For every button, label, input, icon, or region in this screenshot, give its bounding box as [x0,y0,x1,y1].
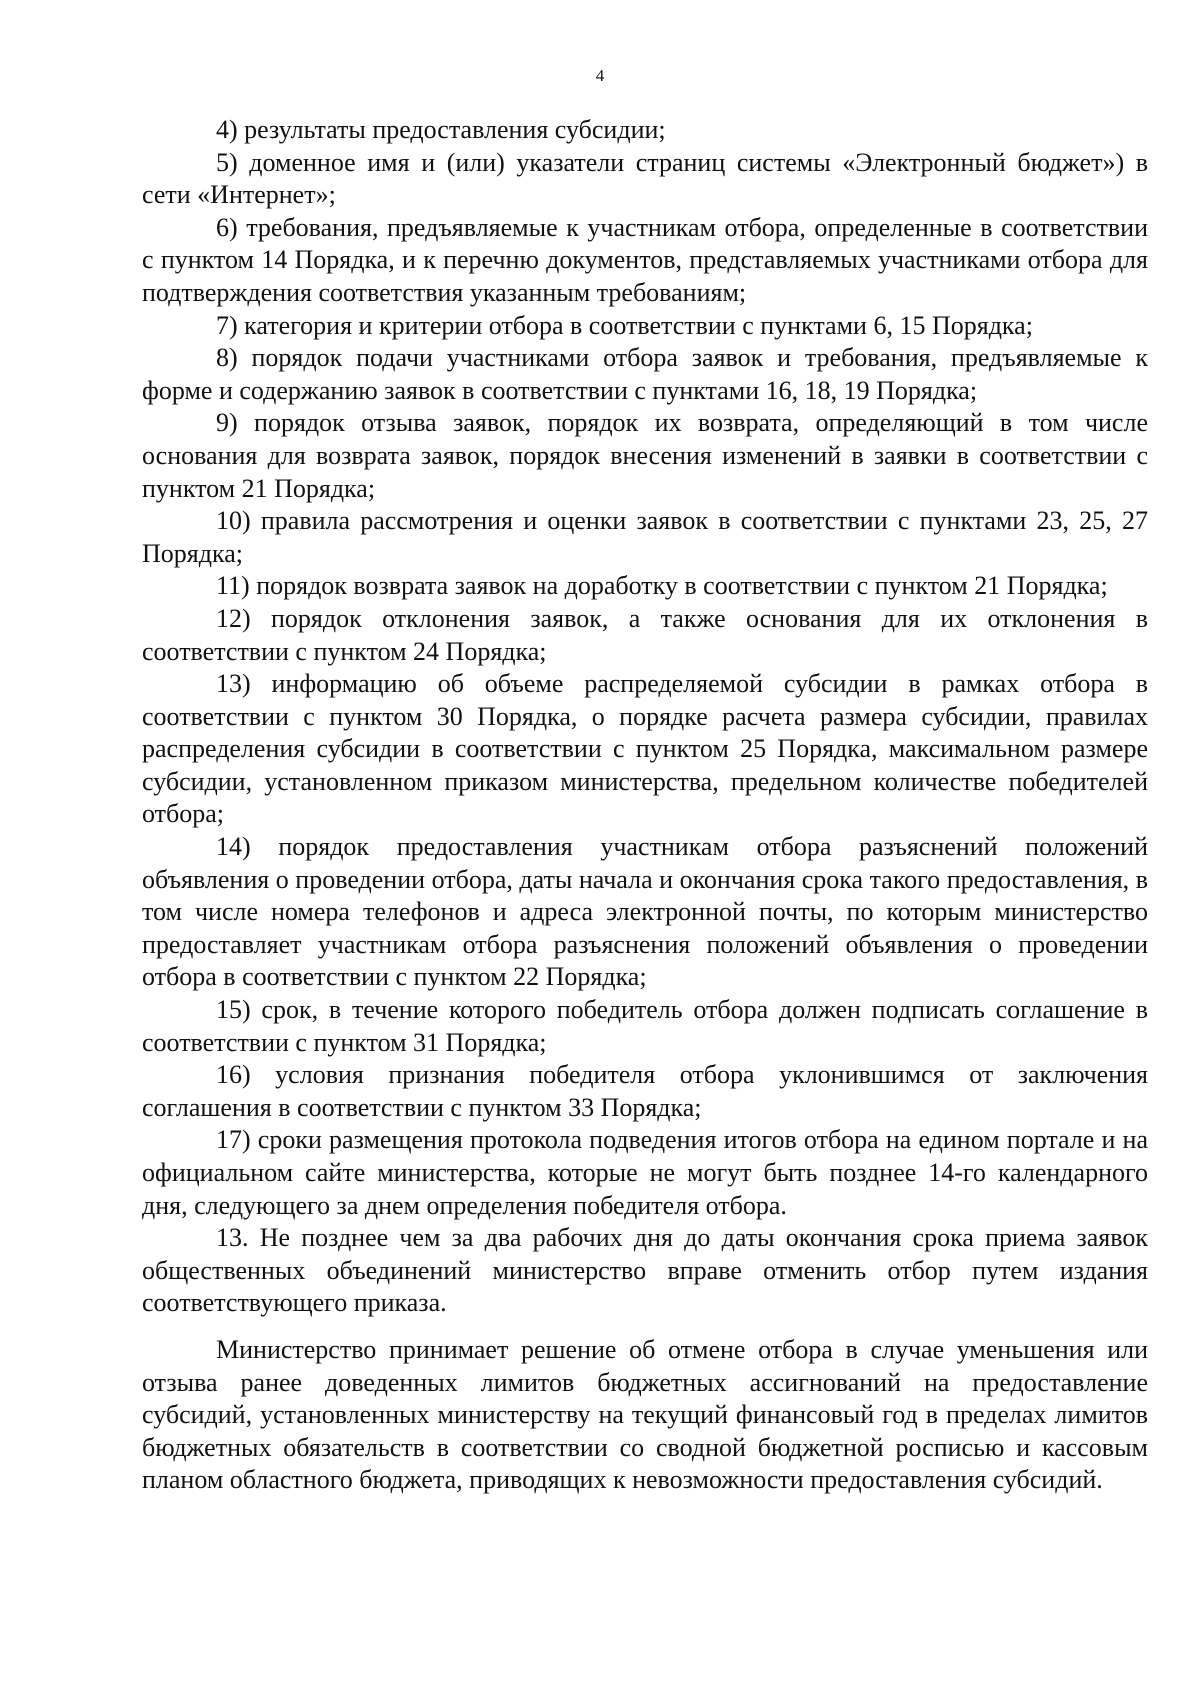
list-item-13: 13) информацию об объеме распределяемой субсидии в рамках отбора в соответствии с пунктом 30 Порядка, о порядке расчета размера субсидии, правилах распределения субсидии в соответствии с пунктом 25 Порядка, максимальном размере субсидии, установленном приказом министерства, предельном количестве победителей отбора; [142,669,1148,829]
list-item-7: 7) категория и критерии отбора в соответствии с пунктами 6, 15 Порядка; [216,310,1033,340]
list-item-16: 16) условия признания победителя отбора уклонившимся от заключения соглашения в соответствии с пунктом 33 Порядка; [142,1060,1148,1122]
list-item-10: 10) правила рассмотрения и оценки заявок в соответствии с пунктами 23, 25, 27 Порядка; [142,506,1148,568]
list-item-5: 5) доменное имя и (или) указатели страниц системы «Электронный бюджет») в сети «Интернет»; [142,147,1148,210]
section-13-paragraph: 13. Не позднее чем за два рабочих дня до даты окончания срока приема заявок общественных объединений министерство вправе отменить отбор путем издания соответствующего приказа. [142,1223,1148,1318]
list-item-4: 4) результаты предоставления субсидии; [216,115,666,144]
list-item-9: 9) порядок отзыва заявок, порядок их возврата, определяющий в том числе основания для возврата заявок, порядок внесения изменений в заявки в соответствии с пунктом 21 Порядка; [142,408,1148,503]
list-item-15: 15) срок, в течение которого победитель отбора должен подписать соглашение в соответствии с пунктом 31 Порядка; [142,995,1148,1057]
list-item-14: 14) порядок предоставления участникам отбора разъяснений положений объявления о проведении отбора, даты начала и окончания срока такого предоставления, в том числе номера телефонов и адреса электронной почты, по которым министерство предоставляет участникам отбора разъяснения положений объявления о проведении отбора в соответствии с пунктом 22 Порядка; [142,832,1148,992]
list-item-11: 11) порядок возврата заявок на доработку в соответствии с пунктом 21 Порядка; [216,571,1108,601]
list-item-8: 8) порядок подачи участниками отбора заявок и требования, предъявляемые к форме и содержанию заявок в соответствии с пунктами 16, 18, 19 Порядка; [142,343,1148,405]
list-item-17: 17) сроки размещения протокола подведения итогов отбора на едином портале и на официальном сайте министерства, которые не могут быть позднее 14-го календарного дня, следующего за днем определения победителя отбора. [142,1125,1148,1220]
document-body [142,114,1148,1497]
cancellation-paragraph: Министерство принимает решение об отмене отбора в случае уменьшения или отзыва ранее доведенных лимитов бюджетных ассигнований на предоставление субсидий, установленных министерству на текущий финансовый год в пределах лимитов бюджетных обязательств в соответствии со сводной бюджетной росписью и кассовым планом областного бюджета, приводящих к невозможности предоставления субсидий. [142,1334,1148,1495]
list-item-12: 12) порядок отклонения заявок, а также основания для их отклонения в соответствии с пунктом 24 Порядка; [142,603,1148,666]
list-item-6: 6) требования, предъявляемые к участникам отбора, определенные в соответствии с пунктом 14 Порядка, и к перечню документов, представляемых участниками отбора для подтверждения соответствия указанным требованиям; [142,212,1148,307]
page-number: 4 [595,66,605,85]
